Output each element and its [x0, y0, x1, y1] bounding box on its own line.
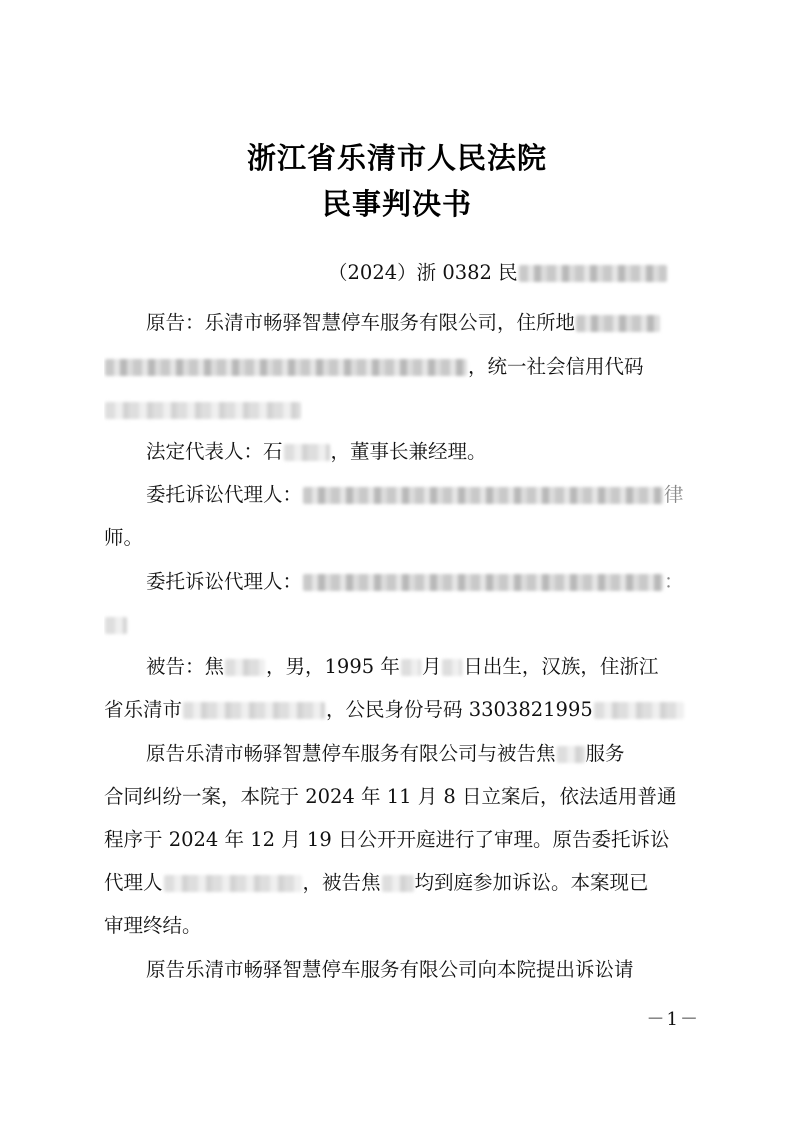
agent-1-continuation-line: [104, 521, 694, 555]
summary-line-4: [104, 866, 694, 900]
defendant-id-label: ，公民身份号码 3303821995: [326, 698, 593, 721]
plaintiff-line-2: [104, 350, 694, 384]
defendant-month-label: 月: [421, 655, 442, 678]
redacted-defendant-name: [225, 659, 265, 676]
plaintiff-intro: 原告：乐清市畅驿智慧停车服务有限公司，住所地: [146, 311, 576, 334]
plaintiff-line-1: [146, 306, 694, 340]
agent-1-tail: 律: [664, 483, 684, 506]
redacted-birth-day: [442, 659, 462, 676]
defendant-address-prefix: 省乐清市: [104, 698, 183, 721]
summary-line-1: [146, 737, 694, 771]
redacted-agent-1: [303, 487, 663, 504]
defendant-line-1: [146, 650, 694, 684]
redacted-legal-rep-name: [284, 444, 330, 461]
redacted-birth-month: [401, 659, 421, 676]
redacted-defendant-address: [183, 702, 325, 719]
claims-intro-text: 原告乐清市畅驿智慧停车服务有限公司向本院提出诉讼请: [146, 958, 634, 981]
summary-line-3: [104, 823, 694, 857]
redacted-agent-2-continuation: [105, 617, 127, 634]
case-number-line: [328, 256, 694, 290]
summary-line-5-text: 审理终结。: [104, 914, 202, 937]
agent-1-continuation: 师。: [104, 526, 144, 549]
agent-1-label: 委托诉讼代理人：: [146, 483, 303, 506]
plaintiff-line-3: [104, 393, 694, 427]
redacted-agent-2: [303, 574, 663, 591]
case-number: （2024）浙 0382 民: [328, 261, 518, 284]
redacted-agent-names: [164, 875, 302, 892]
legal-representative-line: [146, 435, 694, 469]
summary-line-5: [104, 909, 694, 943]
defendant-birth-year: ，男，1995 年: [266, 655, 400, 678]
legal-rep-prefix: 法定代表人：石: [146, 440, 283, 463]
defendant-birth-rest: 日出生，汉族，住浙江: [463, 655, 659, 678]
summary-line-2-text: 合同纠纷一案，本院于 2024 年 11 月 8 日立案后，依法适用普通: [104, 785, 677, 808]
defendant-prefix: 被告：焦: [146, 655, 225, 678]
legal-rep-suffix: ，董事长兼经理。: [330, 440, 487, 463]
agent-2-line: [146, 565, 694, 599]
defendant-line-2: [104, 693, 694, 727]
summary-line-1-a: 原告乐清市畅驿智慧停车服务有限公司与被告焦: [146, 742, 556, 765]
redacted-address-start: [576, 315, 660, 332]
agent-2-tail: ：: [664, 570, 684, 593]
summary-line-3-text: 程序于 2024 年 12 月 19 日公开开庭进行了审理。原告委托诉讼: [104, 828, 670, 851]
page-number: －1－: [646, 1009, 700, 1030]
redacted-id-number: [594, 702, 684, 719]
summary-line-4-c: 均到庭参加诉讼。本案现已: [414, 871, 649, 894]
redacted-defendant-name-3: [382, 875, 414, 892]
claims-intro-line: [146, 953, 694, 987]
document-type: 民事判决书: [321, 187, 472, 221]
summary-line-4-a: 代理人: [104, 871, 163, 894]
redacted-defendant-name-2: [557, 746, 585, 763]
credit-code-label: ，统一社会信用代码: [468, 355, 644, 378]
summary-line-2: [104, 780, 694, 814]
court-name: 浙江省乐清市人民法院: [246, 141, 547, 175]
redacted-credit-code: [105, 402, 301, 419]
redacted-case-number: [519, 265, 667, 282]
summary-line-4-b: ，被告焦: [302, 871, 381, 894]
agent-1-line: [146, 478, 694, 512]
redacted-address: [105, 359, 467, 376]
summary-line-1-b: 服务: [585, 742, 625, 765]
agent-2-continuation-line: [104, 608, 694, 642]
agent-2-label: 委托诉讼代理人：: [146, 570, 303, 593]
